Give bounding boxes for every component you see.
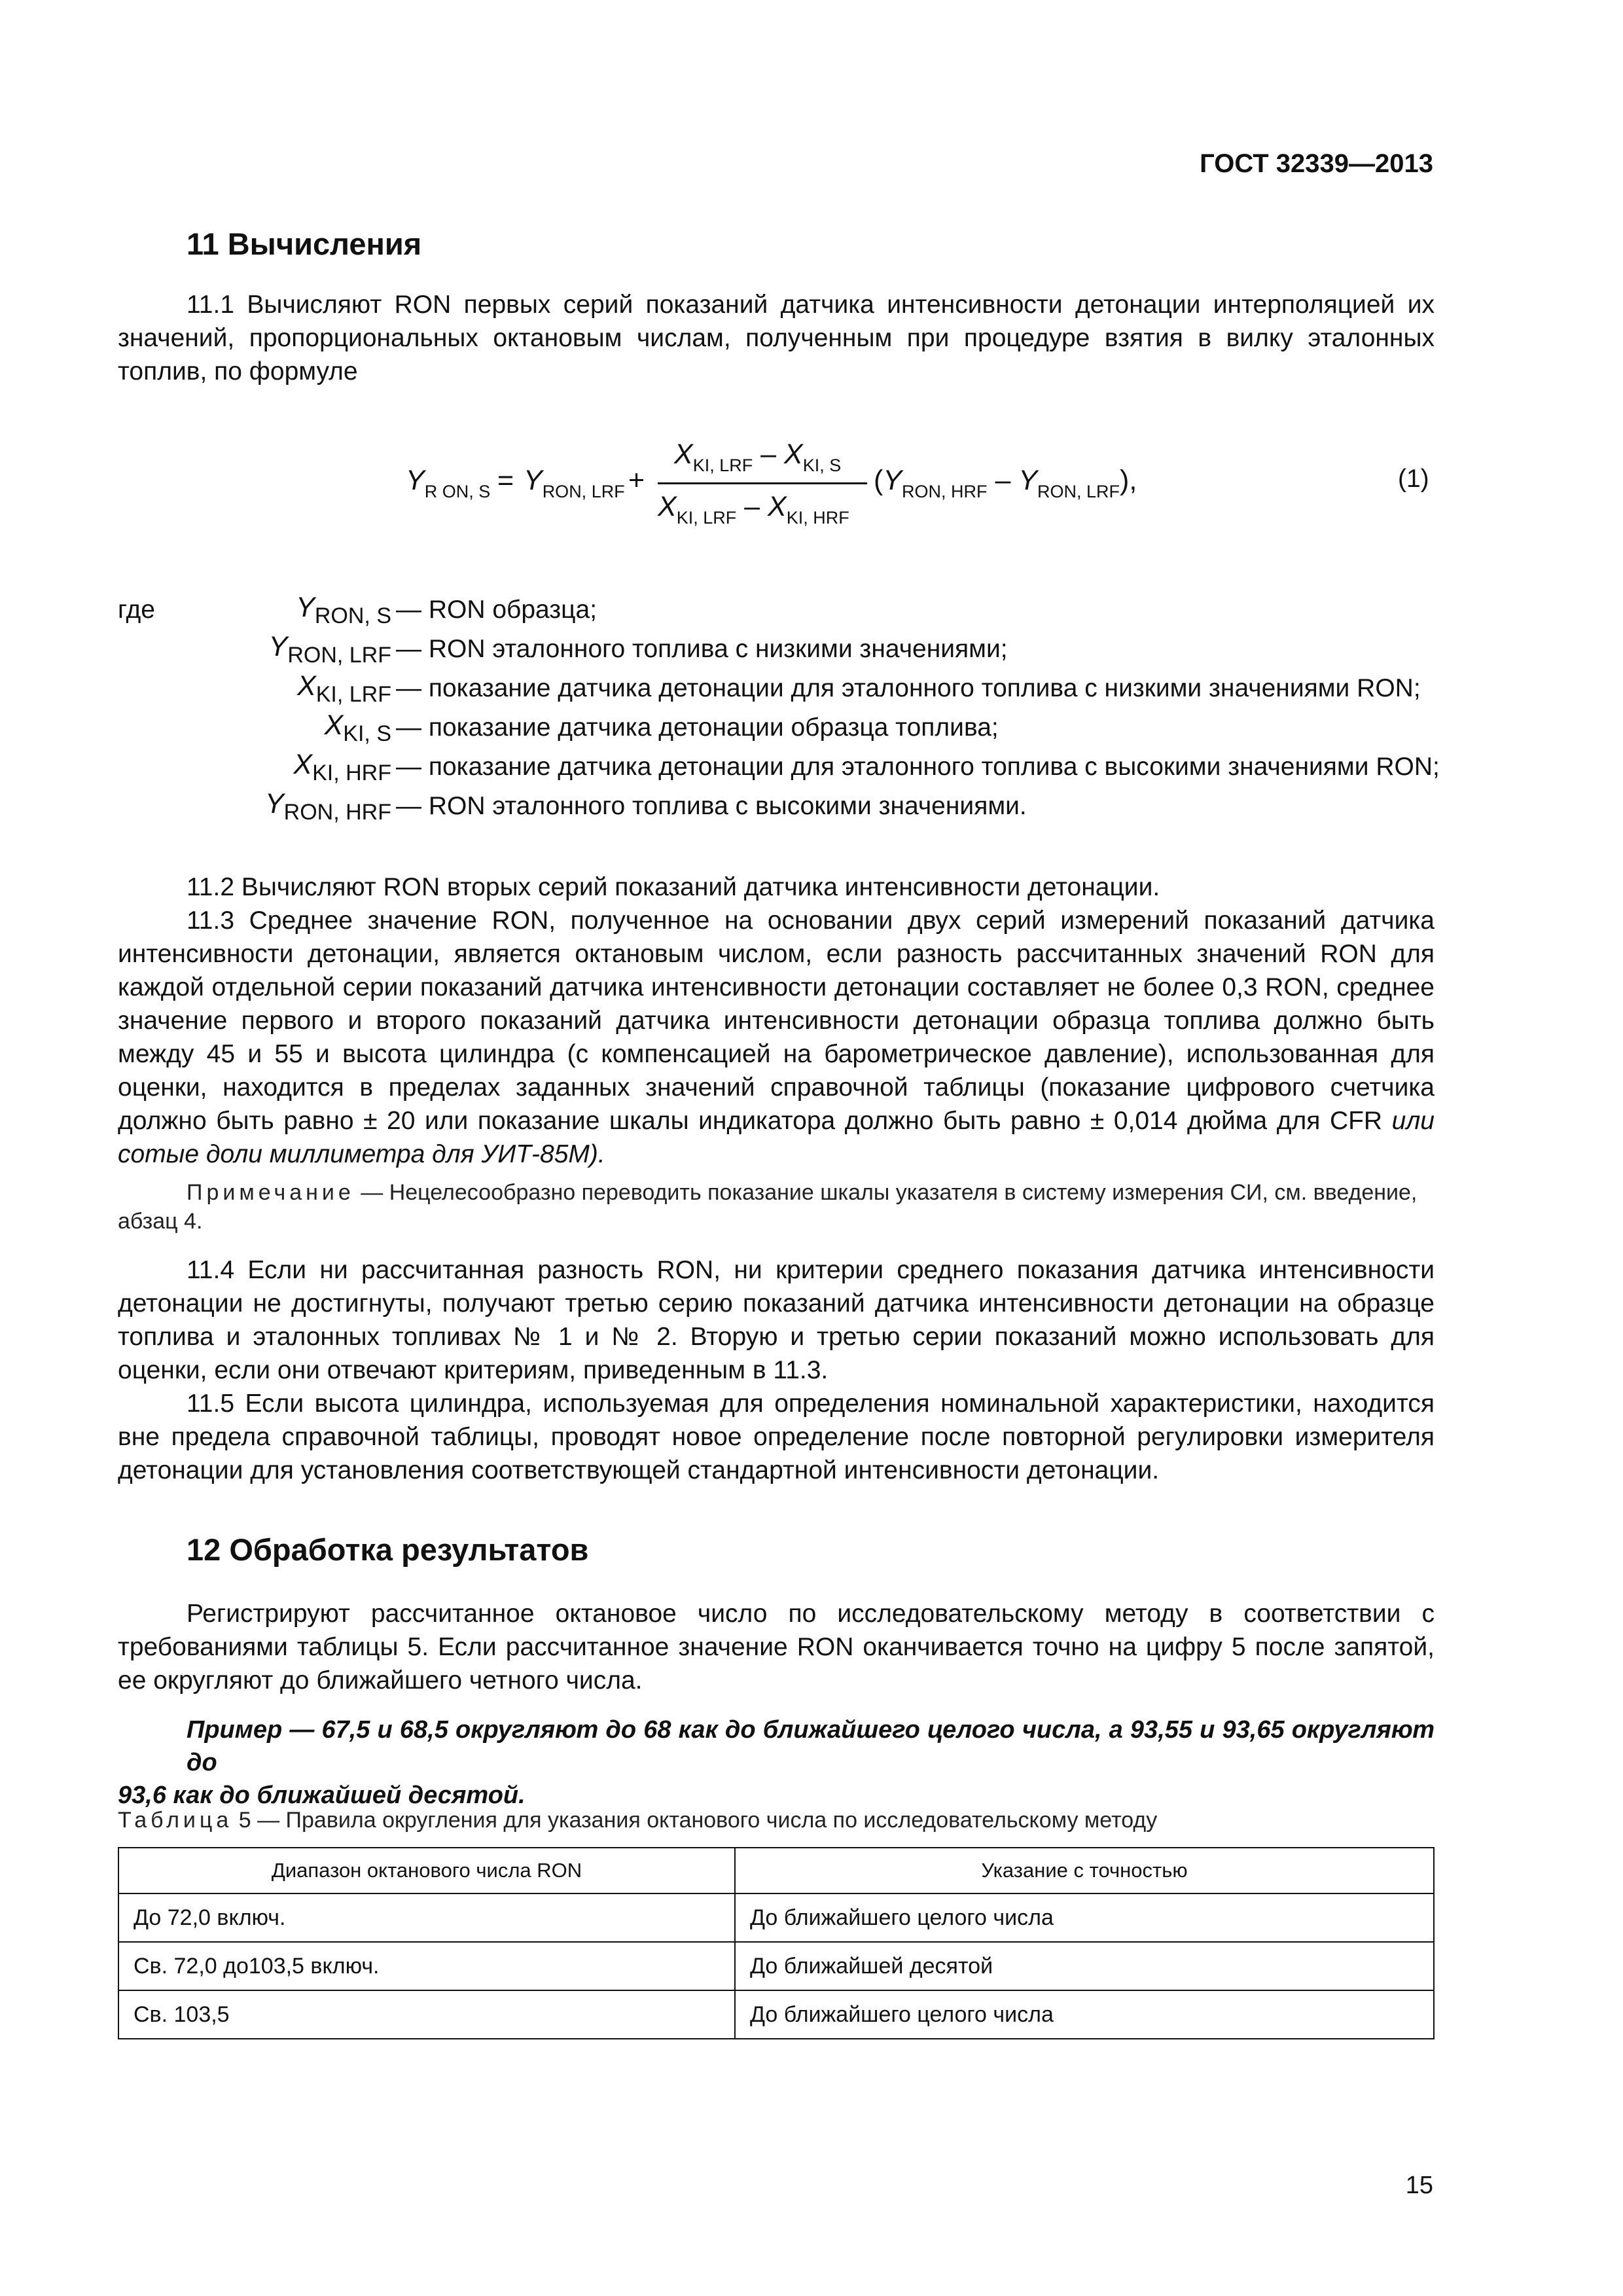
table-header-row: [118, 1848, 1434, 1893]
paragraphs-11-2-11-3: [118, 870, 1435, 1171]
table-cell: До ближайшего целого числа: [735, 1893, 1434, 1942]
paragraph-11-4: 11.4 Если ни рассчитанная разность RON, ни критерии среднего показания датчика интенсивности детонации не достигнуты, получают третью серию показаний датчика интенсивности детонации на образце топлива и эталонных топливах № 1 и № 2. Вторую и третью серии показаний можно использовать для оценки, если они отвечают критериям, приведенным в 11.3.: [118, 1256, 1435, 1384]
formula-term1-sub: RON, LRF: [542, 482, 625, 501]
paragraph-11-1-text: 11.1 Вычисляют RON первых серий показаний датчика интенсивности детонации интерполяцией их значений, пропорциональных октановым числам, полученным при процедуре взятия в вилку эталонных топлив, по формуле: [118, 291, 1435, 386]
formula-lhs: [406, 465, 491, 501]
formula-lhs-sub: R ON, S: [424, 482, 491, 501]
note-text: — Нецелесообразно переводить показание шкалы указателя в систему измерения СИ, см. введение, абзац 4.: [118, 1180, 1418, 1234]
formula-denominator: [658, 491, 849, 528]
formula-fraction-bar: [658, 482, 867, 484]
legend-symbol-var: X: [297, 670, 316, 702]
formula-num-minus: –: [760, 439, 777, 470]
legend-symbol-sub: RON, S: [314, 603, 391, 628]
formula-legend: [118, 592, 1440, 838]
table-cell: Св. 72,0 до103,5 включ.: [118, 1942, 735, 1990]
table-cell: До ближайшей десятой: [735, 1942, 1434, 1990]
table-cell: До 72,0 включ.: [118, 1893, 735, 1942]
formula-paren-close: ),: [1120, 465, 1137, 496]
formula-paren-minus: –: [995, 465, 1011, 496]
legend-symbol-var: Y: [264, 788, 284, 819]
table-header-cell: Указание с точностью: [735, 1848, 1434, 1893]
table-cell: До ближайшего целого числа: [735, 1990, 1434, 2039]
table-caption-label: Таблица: [118, 1808, 233, 1833]
table-5: [118, 1847, 1435, 2039]
formula-den-a-var: X: [658, 491, 677, 522]
legend-description: — RON эталонного топлива с низкими значениями;: [396, 635, 1008, 663]
legend-symbol: [130, 592, 391, 628]
legend-description: — RON эталонного топлива с высокими значениями.: [396, 792, 1027, 820]
formula-plus: +: [628, 465, 645, 496]
legend-symbol-var: X: [324, 709, 344, 741]
legend-symbol-sub: KI, HRF: [312, 761, 391, 785]
legend-symbol: [130, 749, 391, 785]
formula-equals: =: [497, 465, 514, 496]
legend-where-word: где: [118, 596, 155, 624]
paragraphs-11-4-11-5: [118, 1253, 1435, 1487]
table-caption-text: 5 — Правила округления для указания октанового числа по исследовательскому методу: [232, 1808, 1158, 1833]
example-line-2: 93,6 как до ближайшей десятой.: [118, 1782, 526, 1809]
paragraph-11-3-italic: или сотые доли миллиметра для УИТ-85М).: [118, 1107, 1435, 1168]
legend-symbol: [130, 788, 391, 825]
document-standard-number: ГОСТ 32339—2013: [1200, 149, 1433, 178]
legend-symbol: [130, 670, 391, 707]
legend-description: — показание датчика детонации для эталонного топлива с высокими значениями RON;: [396, 753, 1440, 781]
note: [118, 1178, 1435, 1236]
section-12-title: 12 Обработка результатов: [187, 1532, 589, 1567]
table-cell: Св. 103,5: [118, 1990, 735, 2039]
legend-symbol-sub: KI, LRF: [315, 682, 391, 707]
legend-symbol: [130, 631, 391, 668]
legend-symbol-var: X: [293, 749, 313, 780]
formula-term1: [524, 465, 625, 501]
formula-num-b-sub: KI, S: [802, 456, 842, 475]
legend-description: — RON образца;: [396, 596, 597, 624]
legend-symbol-sub: RON, HRF: [283, 800, 391, 825]
formula-den-b-sub: KI, HRF: [786, 508, 849, 528]
formula-den-minus: –: [744, 491, 760, 522]
legend-description: — показание датчика детонации для эталонного топлива с низкими значениями RON;: [396, 674, 1421, 702]
formula-1: [0, 432, 1623, 543]
formula-paren-open: (: [874, 465, 883, 496]
legend-symbol-sub: RON, LRF: [287, 643, 391, 668]
legend-symbol-var: Y: [268, 631, 288, 662]
formula-numerator: [674, 439, 842, 475]
legend-symbol-var: Y: [296, 592, 315, 623]
section-11-title: 11 Вычисления: [187, 226, 422, 261]
legend-symbol: [130, 709, 391, 746]
paragraph-11-1: [118, 288, 1435, 388]
formula-num-a-sub: KI, LRF: [692, 456, 753, 475]
example: [118, 1713, 1435, 1812]
table-header-cell: Диапазон октанового числа RON: [118, 1848, 735, 1893]
formula-paren-b-sub: RON, LRF: [1037, 482, 1120, 501]
table-row: [118, 1990, 1434, 2039]
paragraph-11-3: [118, 904, 1435, 1171]
note-label: Примечание: [187, 1180, 355, 1205]
paragraph-11-5: 11.5 Если высота цилиндра, используемая для определения номинальной характеристики, находится вне предела справочной таблицы, проводят новое определение после повторной регулировки измерителя детонации для установления соответствующей стандартной интенсивности детонации.: [118, 1390, 1435, 1484]
table-row: [118, 1893, 1434, 1942]
section-12-paragraph: [118, 1597, 1435, 1697]
formula-lhs-var: Y: [406, 465, 425, 496]
page-number: 15: [1405, 2172, 1433, 2199]
legend-symbol-sub: KI, S: [343, 721, 391, 746]
paragraph-11-2: 11.2 Вычисляют RON вторых серий показаний датчика интенсивности детонации.: [187, 873, 1160, 901]
formula-paren-a-var: Y: [883, 465, 902, 496]
paragraph-11-3-text: 11.3 Среднее значение RON, полученное на основании двух серий измерений показаний датчика интенсивности детонации, является октановым числом, если разность рассчитанных значений RON для каждой отдельной серии показаний датчика интенсивности детонации составляет не более 0,3 RON, среднее значение первого и второго показаний датчика интенсивности детонации образца топлива должно быть между 45 и 55 и высота цилиндра (с компенсацией на барометрическое давление), использованная для оценки, находится в пределах заданных значений справочной таблицы (показание цифрового счетчика должно быть равно ± 20 или показание шкалы индикатора должно быть равно ± 0,014 дюйма для CFR: [118, 906, 1435, 1135]
formula-term1-var: Y: [524, 465, 543, 496]
legend-description: — показание датчика детонации образца топлива;: [396, 713, 999, 742]
formula-den-b-var: X: [768, 491, 787, 522]
formula-paren-b-var: Y: [1018, 465, 1038, 496]
table-5-caption: [118, 1808, 1157, 1833]
formula-parenthesized: [874, 465, 1137, 501]
formula-num-b-var: X: [784, 439, 803, 470]
table-row: [118, 1942, 1434, 1990]
formula-num-a-var: X: [674, 439, 693, 470]
formula-number: (1): [1398, 465, 1429, 493]
formula-paren-a-sub: RON, HRF: [902, 482, 988, 501]
formula-den-a-sub: KI, LRF: [676, 508, 737, 528]
section-12-paragraph-text: Регистрируют рассчитанное октановое число по исследовательскому методу в соответствии с требованиями таблицы 5. Если рассчитанное значение RON оканчивается точно на цифру 5 после запятой, ее округляют до ближайшего четного числа.: [118, 1600, 1435, 1695]
example-line-1: Пример — 67,5 и 68,5 округляют до 68 как до ближайшего целого числа, а 93,55 и 93,65 округляют до: [187, 1716, 1435, 1776]
